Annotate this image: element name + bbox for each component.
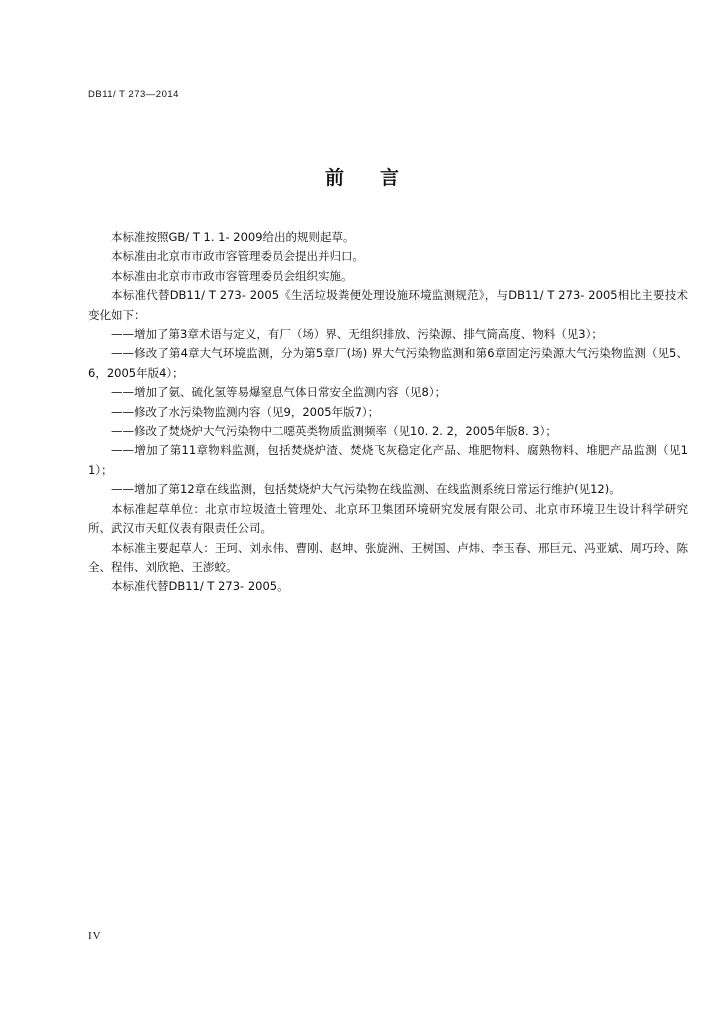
- drafting-units: 本标准起草单位：北京市垃圾渣土管理处、北京环卫集团环境研究发展有限公司、北京市环境卫生设计科学研究所、武汉市天虹仪表有限责任公司。: [88, 501, 688, 536]
- paragraph: 本标准代替DB11/ T 273- 2005《生活垃圾粪便处理设施环境监测规范》，与DB11/ T 273- 2005相比主要技术变化如下：: [88, 288, 688, 322]
- drafters: 本标准主要起草人：王珂、刘永伟、曹刚、赵坤、张旋洲、王树国、卢炜、李玉春、邢巨元、冯亚斌、周巧玲、陈全、程伟、刘欣艳、王澎蛟。: [88, 540, 688, 574]
- change-item: ——增加了氨、硫化氢等易爆窒息气体日常安全监测内容（见8）；: [111, 385, 447, 400]
- change-item: ——增加了第11章物料监测，包括焚烧炉渣、焚烧飞灰稳定化产品、堆肥物料、腐熟物料、堆肥产品监测（见11）；: [88, 443, 688, 477]
- paragraph: 本标准由北京市市政市容管理委员会提出并归口。: [111, 249, 364, 264]
- paragraph: 本标准代替DB11/ T 273- 2005。: [111, 579, 289, 594]
- paragraph: 本标准由北京市市政市容管理委员会组织实施。: [111, 268, 353, 283]
- change-item: ——修改了焚烧炉大气污染物中二噁英类物质监测频率（见10. 2. 2，2005年版8. 3）；: [111, 424, 557, 439]
- page-title: 前言: [324, 167, 435, 189]
- change-item: ——增加了第3章术语与定义，有厂（场）界、无组织排放、污染源、排气筒高度、物料（见3）；: [111, 327, 603, 342]
- change-item: ——修改了水污染物监测内容（见9，2005年版7）；: [111, 404, 380, 419]
- change-item: ——修改了第4章大气环境监测，分为第5章厂(场) 界大气污染物监测和第6章固定污染源大气污染物监测（见5、6，2005年版4）；: [88, 346, 688, 380]
- change-item: ——增加了第12章在线监测，包括焚烧炉大气污染物在线监测、在线监测系统日常运行维护(见12)。: [111, 482, 621, 497]
- page-number: IV: [88, 930, 102, 942]
- standard-code-header: DB11/ T 273—2014: [88, 89, 179, 100]
- paragraph: 本标准按照GB/ T 1. 1- 2009给出的规则起草。: [111, 230, 355, 244]
- foreword-body: [88, 228, 688, 597]
